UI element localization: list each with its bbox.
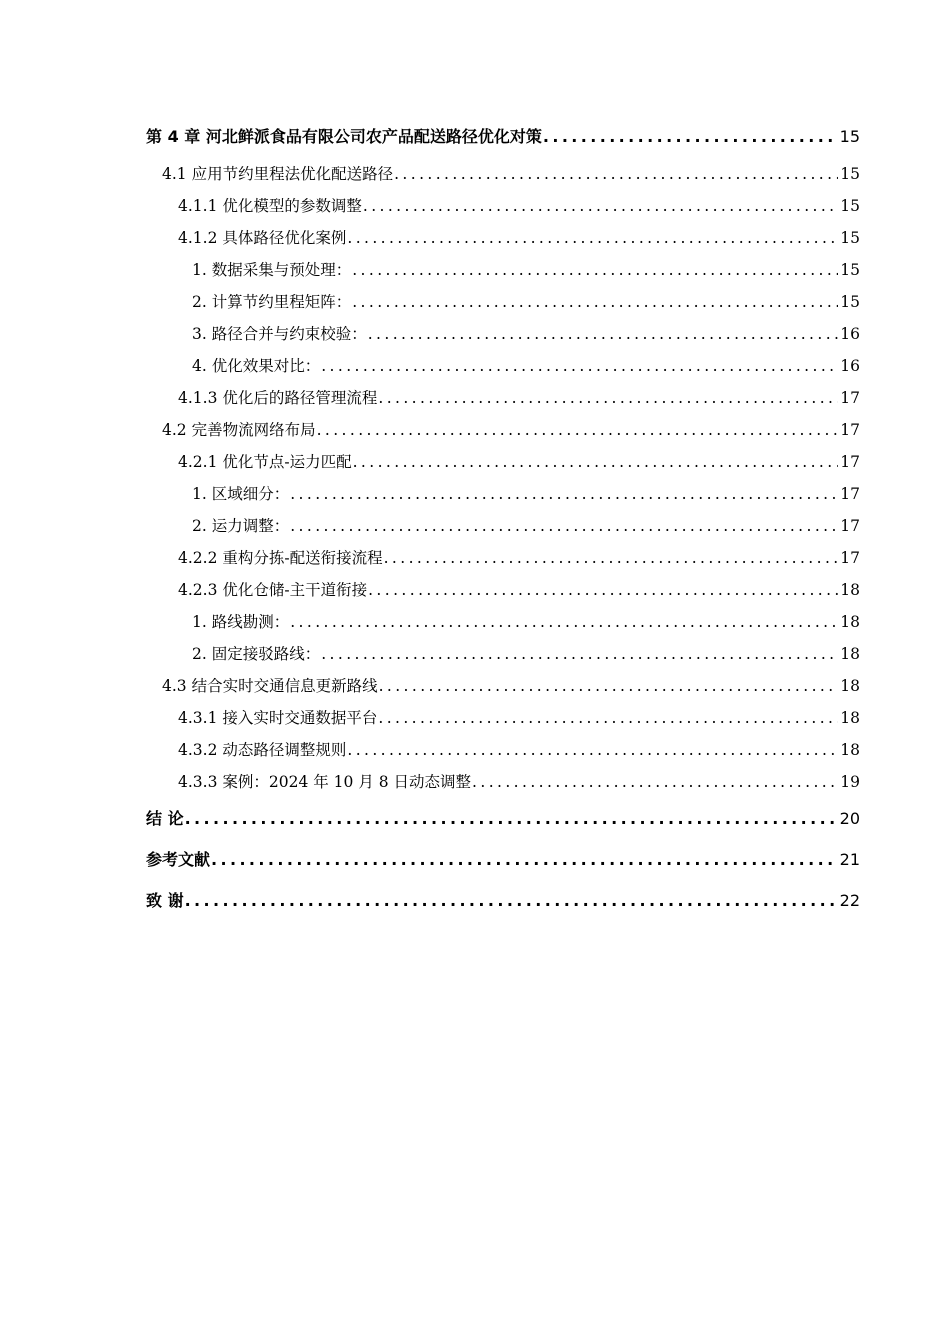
toc-entry-page: 17 xyxy=(840,389,860,407)
toc-entry-4-2-2[interactable] xyxy=(146,542,860,574)
dot-leader xyxy=(352,446,839,478)
toc-entry-chapter-4[interactable] xyxy=(146,116,860,158)
dot-leader xyxy=(471,766,838,798)
toc-entry-page: 21 xyxy=(839,850,860,869)
toc-entry-page: 20 xyxy=(839,809,860,828)
toc-entry-4-2-1[interactable] xyxy=(146,446,860,478)
toc-entry-4-1-2-item-4[interactable] xyxy=(146,350,860,382)
dot-leader xyxy=(362,190,838,222)
dot-leader xyxy=(184,798,838,839)
toc-entry-page: 18 xyxy=(840,645,860,663)
toc-entry-label: 1. 路线勘测： xyxy=(192,613,290,631)
toc-entry-page: 15 xyxy=(840,293,860,311)
toc-entry-page: 18 xyxy=(840,613,860,631)
toc-entry-label: 4.2 完善物流网络布局 xyxy=(162,421,316,439)
toc-entry-page: 15 xyxy=(840,261,860,279)
toc-entry-4-3-3[interactable] xyxy=(146,766,860,798)
toc-entry-4-2-3-item-1[interactable] xyxy=(146,606,860,638)
toc-entry-page: 17 xyxy=(840,421,860,439)
toc-entry-page: 16 xyxy=(840,325,860,343)
toc-entry-4-3-1[interactable] xyxy=(146,702,860,734)
toc-entry-4-3-2[interactable] xyxy=(146,734,860,766)
dot-leader xyxy=(377,382,838,414)
dot-leader xyxy=(320,638,838,670)
toc-entry-page: 17 xyxy=(840,453,860,471)
toc-entry-page: 15 xyxy=(840,229,860,247)
toc-entry-page: 18 xyxy=(840,677,860,695)
toc-entry-4-2[interactable] xyxy=(146,414,860,446)
toc-entry-conclusion[interactable] xyxy=(146,798,860,839)
dot-leader xyxy=(351,286,838,318)
toc-entry-label: 3. 路径合并与约束校验： xyxy=(192,325,367,343)
dot-leader xyxy=(346,222,838,254)
toc-entry-references[interactable] xyxy=(146,839,860,880)
toc-entry-page: 17 xyxy=(840,549,860,567)
toc-entry-acknowledgements[interactable] xyxy=(146,880,860,921)
toc-entry-label: 结 论 xyxy=(146,809,184,828)
dot-leader xyxy=(367,318,839,350)
toc-entry-label: 4.2.3 优化仓储-主干道衔接 xyxy=(178,581,368,599)
dot-leader xyxy=(320,350,838,382)
toc-entry-label: 第 4 章 河北鲜派食品有限公司农产品配送路径优化对策 xyxy=(146,127,542,146)
dot-leader xyxy=(367,574,838,606)
toc-entry-page: 15 xyxy=(839,127,860,146)
toc-entry-page: 15 xyxy=(840,165,860,183)
dot-leader xyxy=(316,414,839,446)
dot-leader xyxy=(378,670,839,702)
toc-entry-4-2-1-item-2[interactable] xyxy=(146,510,860,542)
dot-leader xyxy=(210,839,838,880)
dot-leader xyxy=(346,734,838,766)
toc-entry-label: 2. 固定接驳路线： xyxy=(192,645,321,663)
toc-entry-page: 22 xyxy=(839,891,860,910)
dot-leader xyxy=(542,116,838,158)
toc-entry-label: 4.3 结合实时交通信息更新路线 xyxy=(162,677,378,695)
toc-entry-4-1-3[interactable] xyxy=(146,382,860,414)
toc-entry-page: 19 xyxy=(840,773,860,791)
toc-entry-4-1-1[interactable] xyxy=(146,190,860,222)
dot-leader xyxy=(289,510,838,542)
dot-leader xyxy=(184,880,838,921)
toc-entry-label: 4.2.2 重构分拣-配送衔接流程 xyxy=(178,549,383,567)
toc-entry-page: 18 xyxy=(840,709,860,727)
toc-entry-label: 4.1.3 优化后的路径管理流程 xyxy=(178,389,378,407)
toc-entry-label: 参考文献 xyxy=(146,850,211,869)
toc-entry-4-1-2-item-3[interactable] xyxy=(146,318,860,350)
toc-entry-label: 4.3.1 接入实时交通数据平台 xyxy=(178,709,378,727)
toc-entry-4-2-1-item-1[interactable] xyxy=(146,478,860,510)
toc-entry-page: 16 xyxy=(840,357,860,375)
dot-leader xyxy=(393,158,838,190)
toc-entry-page: 18 xyxy=(840,581,860,599)
dot-leader xyxy=(289,606,838,638)
toc-entry-page: 17 xyxy=(840,517,860,535)
toc-entry-4-2-3[interactable] xyxy=(146,574,860,606)
toc-entry-label: 2. 计算节约里程矩阵： xyxy=(192,293,352,311)
toc-entry-label: 4.1.1 优化模型的参数调整 xyxy=(178,197,362,215)
toc-entry-label: 致 谢 xyxy=(146,891,184,910)
toc-entry-label: 1. 区域细分： xyxy=(192,485,290,503)
toc-entry-4-3[interactable] xyxy=(146,670,860,702)
toc-entry-page: 17 xyxy=(840,485,860,503)
toc-entry-label: 4.3.3 案例：2024 年 10 月 8 日动态调整 xyxy=(178,773,472,791)
toc-entry-4-1-2-item-1[interactable] xyxy=(146,254,860,286)
toc-entry-label: 4.1.2 具体路径优化案例 xyxy=(178,229,347,247)
dot-leader xyxy=(383,542,839,574)
toc-entry-label: 2. 运力调整： xyxy=(192,517,290,535)
toc-entry-label: 1. 数据采集与预处理： xyxy=(192,261,352,279)
toc-entry-page: 18 xyxy=(840,741,860,759)
dot-leader xyxy=(289,478,838,510)
toc-entry-label: 4.2.1 优化节点-运力匹配 xyxy=(178,453,352,471)
toc-entry-page: 15 xyxy=(840,197,860,215)
toc-entry-label: 4. 优化效果对比： xyxy=(192,357,321,375)
toc-entry-4-1-2-item-2[interactable] xyxy=(146,286,860,318)
toc-entry-label: 4.3.2 动态路径调整规则 xyxy=(178,741,347,759)
table-of-contents xyxy=(146,116,860,921)
dot-leader xyxy=(351,254,838,286)
toc-entry-4-1-2[interactable] xyxy=(146,222,860,254)
toc-entry-4-1[interactable] xyxy=(146,158,860,190)
toc-entry-4-2-3-item-2[interactable] xyxy=(146,638,860,670)
toc-entry-label: 4.1 应用节约里程法优化配送路径 xyxy=(162,165,394,183)
dot-leader xyxy=(377,702,838,734)
